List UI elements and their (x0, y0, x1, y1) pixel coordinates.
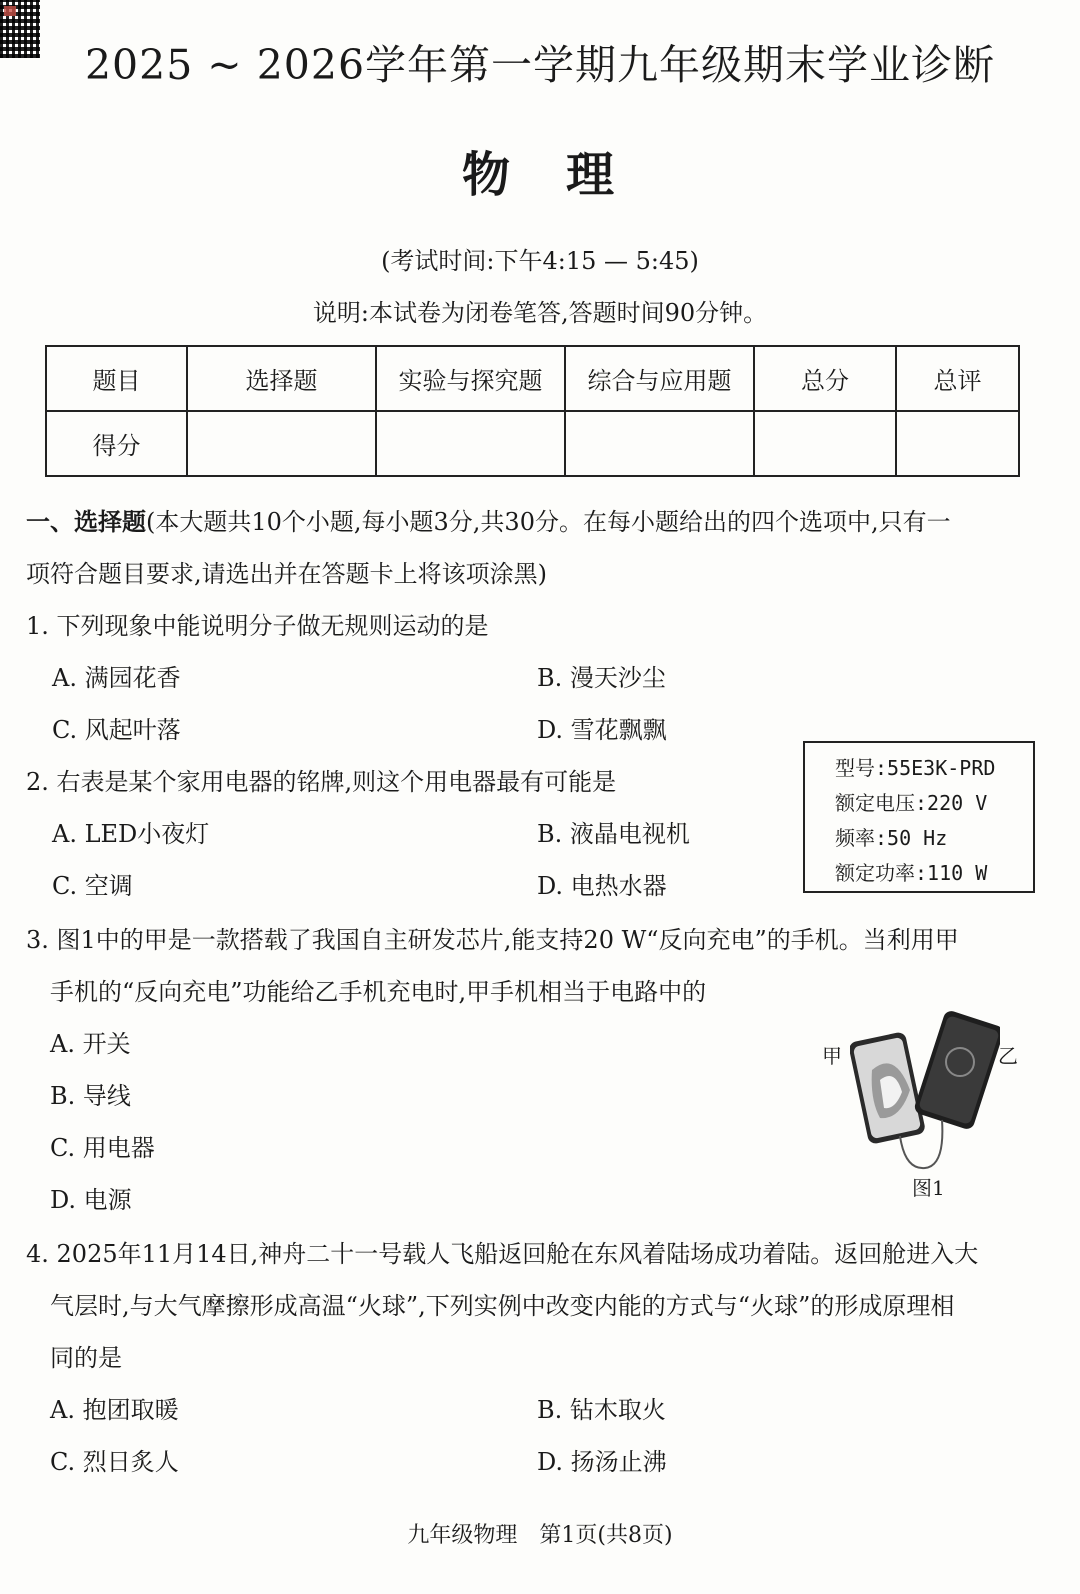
question-4-option-b: B. 钻木取火 (537, 1396, 666, 1424)
question-4-stem-line1: 4. 2025年11月14日,神舟二十一号载人飞船返回舱在东风着陆场成功着陆。返回舱进入大 (26, 1240, 979, 1268)
score-header-cell: 选择题 (187, 346, 376, 411)
question-3-stem-line1: 3. 图1中的甲是一款搭载了我国自主研发芯片,能支持20 W“反向充电”的手机。当利用甲 (26, 926, 959, 954)
nameplate-power: 额定功率:110 W (835, 861, 988, 885)
question-2-stem: 2. 右表是某个家用电器的铭牌,则这个用电器最有可能是 (26, 768, 617, 796)
nameplate-frequency: 频率:50 Hz (835, 826, 948, 850)
question-3-option-b: B. 导线 (50, 1082, 131, 1110)
nameplate-voltage: 额定电压:220 V (835, 791, 988, 815)
page-footer: 九年级物理 第1页(共8页) (407, 1523, 673, 1548)
section-intro-line1 (26, 502, 951, 537)
score-cell (896, 411, 1019, 476)
score-cell (754, 411, 896, 476)
score-row-label: 得分 (46, 411, 187, 476)
figure-1-caption: 图1 (912, 1176, 945, 1200)
exam-title: 2025 ~ 2026学年第一学期九年级期末学业诊断 (84, 41, 996, 89)
score-header-cell: 总分 (754, 346, 896, 411)
nameplate-model: 型号:55E3K-PRD (835, 756, 996, 780)
exam-instruction: 说明:本试卷为闭卷笔答,答题时间90分钟。 (312, 299, 768, 327)
score-header-cell: 实验与探究题 (376, 346, 565, 411)
question-4-option-d: D. 扬汤止沸 (537, 1448, 667, 1476)
subject-title: 物 理 (461, 147, 618, 203)
question-4-option-c: C. 烈日炙人 (50, 1448, 179, 1476)
section-heading: 一、选择题 (26, 507, 146, 536)
question-2-option-d: D. 电热水器 (537, 872, 667, 900)
section-description: (本大题共10个小题,每小题3分,共30分。在每小题给出的四个选项中,只有一 (146, 508, 951, 536)
question-4-stem-line3: 同的是 (50, 1344, 122, 1372)
question-2-option-b: B. 液晶电视机 (537, 820, 690, 848)
question-3-option-a: A. 开关 (50, 1030, 131, 1058)
exam-time: (考试时间:下午4:15 — 5:45) (381, 247, 699, 275)
question-2-option-a: A. LED小夜灯 (52, 820, 210, 848)
phone-jia-icon (850, 1031, 926, 1145)
score-cell (187, 411, 376, 476)
question-1-stem: 1. 下列现象中能说明分子做无规则运动的是 (26, 612, 489, 640)
figure-1-phones-image (850, 1010, 1000, 1175)
question-3-option-c: C. 用电器 (50, 1134, 155, 1162)
section-description-line2: 项符合题目要求,请选出并在答题卡上将该项涂黑) (26, 560, 547, 588)
question-4-option-a: A. 抱团取暖 (50, 1396, 179, 1424)
question-1-option-c: C. 风起叶落 (52, 716, 181, 744)
score-cell (376, 411, 565, 476)
question-3-option-d: D. 电源 (50, 1186, 132, 1214)
phone-yi-icon (913, 1010, 1000, 1131)
score-header-cell: 题目 (46, 346, 187, 411)
score-table (45, 345, 1020, 477)
score-header-cell: 综合与应用题 (565, 346, 754, 411)
appliance-nameplate (803, 741, 1035, 893)
figure-1-label-yi: 乙 (998, 1044, 1018, 1068)
question-3-stem-line2: 手机的“反向充电”功能给乙手机充电时,甲手机相当于电路中的 (50, 978, 707, 1006)
qr-logo (4, 6, 16, 16)
question-4-stem-line2: 气层时,与大气摩擦形成高温“火球”,下列实例中改变内能的方式与“火球”的形成原理相 (50, 1292, 955, 1320)
question-1-option-b: B. 漫天沙尘 (537, 664, 666, 692)
figure-1-label-jia: 甲 (822, 1044, 842, 1068)
score-table-score-row (46, 411, 1019, 476)
score-table-header-row (46, 346, 1019, 411)
question-2-option-c: C. 空调 (52, 872, 133, 900)
score-header-cell: 总评 (896, 346, 1019, 411)
score-cell (565, 411, 754, 476)
question-1-option-a: A. 满园花香 (52, 664, 181, 692)
question-1-option-d: D. 雪花飘飘 (537, 716, 667, 744)
